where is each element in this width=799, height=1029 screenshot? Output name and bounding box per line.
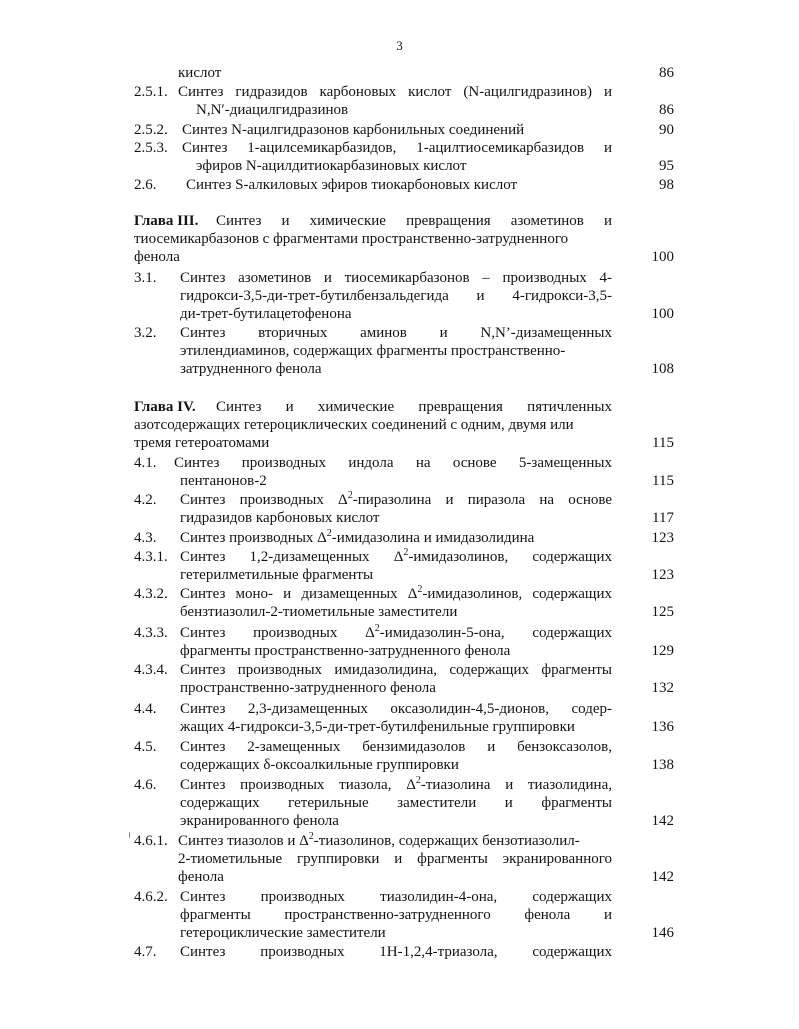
section-number: 4.1.	[134, 455, 157, 471]
toc-line	[134, 139, 612, 157]
toc-line-text: фрагменты пространственно-затрудненного фенола	[180, 643, 511, 659]
toc-line	[134, 269, 612, 287]
toc-line	[134, 832, 612, 850]
toc-line-text: этилендиаминов, содержащих фрагменты пространственно-	[180, 343, 566, 359]
toc-line	[134, 548, 612, 566]
toc-page-number: 123	[651, 530, 674, 546]
toc-line-text: фрагменты пространственно-затрудненного фенола и	[180, 907, 612, 923]
toc-line-text: пространственно-затрудненного фенола	[180, 680, 436, 696]
toc-page-number: 100	[651, 306, 674, 322]
toc-line-text: азотсодержащих гетероциклических соединений с одним, двумя или	[134, 417, 574, 433]
toc-entry	[134, 454, 674, 490]
toc-line-text: тремя гетероатомами	[134, 435, 270, 451]
toc-line-text: Синтез производных тиазолидин-4-она, содержащих	[180, 889, 612, 905]
section-number: 4.3.	[134, 530, 157, 546]
toc-page-number: 123	[651, 567, 674, 583]
toc-line-text: жащих 4-гидрокси-3,5-ди-трет-бутилфенильные группировки	[180, 719, 575, 735]
toc-page-number: 129	[651, 643, 674, 659]
section-number: 4.3.3.	[134, 625, 168, 641]
toc-line	[134, 434, 674, 452]
toc-line-text: эфиров N-ацилдитиокарбазиновых кислот	[196, 158, 467, 174]
section-number: 2.5.1.	[134, 84, 168, 100]
toc-entry	[134, 584, 674, 621]
toc-line	[134, 812, 674, 830]
toc-line	[134, 924, 674, 942]
toc-entry	[134, 775, 674, 830]
toc-line-text: N,N′-диацилгидразинов	[196, 102, 349, 118]
toc-entry	[134, 661, 674, 697]
toc-page-number: 115	[652, 473, 674, 489]
section-number: 2.5.3.	[134, 140, 168, 156]
toc-entry	[134, 83, 674, 119]
toc-line-text: фенола	[178, 869, 224, 885]
toc-entry	[134, 943, 612, 961]
toc-line	[134, 454, 612, 472]
toc-page-number: 132	[651, 680, 674, 696]
toc-line-text: кислот	[178, 65, 222, 81]
toc-line-text: затрудненного фенола	[180, 361, 322, 377]
toc-line-text: тиосемикарбазонов с фрагментами пространственно-затрудненного	[134, 231, 569, 247]
toc-line-text: Синтез 1,2-дизамещенных $\Delta^2$-имидазолинов, содержащих	[180, 547, 612, 565]
toc-page-number: 117	[652, 510, 674, 526]
toc-line	[134, 718, 674, 736]
toc-line	[134, 700, 612, 718]
toc-line	[134, 603, 674, 621]
toc-line-text: Синтез и химические превращения азометинов и	[216, 213, 612, 229]
toc-line	[134, 509, 674, 527]
toc-line	[134, 756, 674, 774]
toc-line-text: экранированного фенола	[180, 813, 339, 829]
toc-line	[134, 585, 612, 603]
toc-line	[134, 566, 674, 584]
section-number: 4.3.2.	[134, 586, 168, 602]
toc-line-text: пентанонов-2	[180, 473, 267, 489]
toc-line-text: Синтез азометинов и тиосемикарбазонов – производных 4-	[180, 270, 612, 286]
toc-line	[134, 212, 612, 230]
toc-line	[134, 472, 674, 490]
toc-line-text: 2-тиометильные группировки и фрагменты экранированного	[178, 851, 612, 867]
toc-entry	[134, 528, 674, 547]
toc-page-number: 142	[651, 813, 674, 829]
toc-line-text: Синтез производных имидазолидина, содержащих фрагменты	[180, 662, 612, 678]
toc-line	[134, 868, 674, 886]
toc-line-text: Синтез производных индола на основе 5-замещенных	[174, 455, 612, 471]
toc-page-number: 86	[659, 102, 674, 118]
toc-line-text: Синтез и химические превращения пятичленных	[216, 399, 612, 415]
section-number: 4.3.4.	[134, 662, 168, 678]
toc-line-text: Синтез моно- и дизамещенных $\Delta^2$-имидазолинов, содержащих	[180, 584, 612, 602]
toc-line-text: Синтез тиазолов и $\Delta^2$-тиазолинов, содержащих бензотиазолил-	[178, 831, 580, 849]
section-number: 4.7.	[134, 944, 157, 960]
toc-entry	[134, 738, 674, 774]
toc-line-text: Синтез производных $\Delta^2$-пиразолина и пиразола на основе	[180, 490, 613, 508]
toc-line	[134, 943, 612, 961]
section-number: 4.2.	[134, 492, 157, 508]
toc-line	[134, 64, 674, 82]
toc-line-text: содержащих δ-оксоалкильные группировки	[180, 757, 459, 773]
toc-line	[134, 342, 612, 360]
toc-page-number: 95	[659, 158, 674, 174]
toc-line	[134, 528, 674, 547]
toc-entry	[134, 490, 674, 527]
toc-page-number: 125	[651, 604, 674, 620]
toc-line	[134, 642, 674, 660]
toc-line-text: Синтез производных $\Delta^2$-имидазолина и имидазолидина	[180, 528, 535, 546]
section-number: 2.5.2.	[134, 122, 168, 138]
toc-line	[134, 679, 674, 697]
section-number: 4.4.	[134, 701, 157, 717]
toc-line	[134, 248, 674, 266]
toc-line	[134, 101, 674, 119]
toc-line-text: Синтез N-ацилгидразонов карбонильных соединений	[182, 122, 525, 138]
toc-chapter-heading	[134, 212, 674, 266]
toc-line	[134, 157, 674, 175]
toc-line	[134, 661, 612, 679]
section-number: 3.1.	[134, 270, 157, 286]
toc-line	[134, 738, 612, 756]
toc-line-text: гидразидов карбоновых кислот	[180, 510, 380, 526]
toc-line	[134, 121, 674, 139]
toc-line-text: Синтез 1-ацилсемикарбазидов, 1-ацилтиосемикарбазидов и	[182, 140, 612, 156]
toc-page-number: 138	[651, 757, 674, 773]
page-number: 3	[396, 38, 403, 53]
section-number: 4.3.1.	[134, 549, 168, 565]
section-number: 4.6.2.	[134, 889, 168, 905]
toc-entry	[134, 888, 674, 942]
toc-line	[134, 176, 674, 194]
toc-line-text: гидрокси-3,5-ди-трет-бутилбензальдегида и 4-гидрокси-3,5-	[180, 288, 612, 304]
toc-entry	[134, 269, 674, 323]
toc-page-number: 90	[659, 122, 674, 138]
toc-line-text: Синтез S-алкиловых эфиров тиокарбоновых кислот	[186, 177, 518, 193]
toc-line	[134, 850, 612, 868]
toc-line-text: гетероциклические заместители	[180, 925, 386, 941]
toc-chapter-heading	[134, 398, 674, 452]
toc-page-number: 115	[652, 435, 674, 451]
toc-line-text: ди-трет-бутилацетофенона	[180, 306, 352, 322]
chapter-label: Глава IV.	[134, 399, 196, 415]
toc-line-text: Синтез производных $\Delta^2-имидазолин-5$-она, содержащих	[180, 623, 612, 641]
toc-line	[134, 305, 674, 323]
toc-line	[134, 906, 612, 924]
section-number: 4.6.	[134, 777, 157, 793]
toc-line	[134, 287, 612, 305]
toc-page-number: 86	[659, 65, 674, 81]
toc-entry	[134, 176, 674, 194]
toc-entry	[134, 121, 674, 139]
toc-entry	[134, 64, 674, 82]
toc-entry	[134, 623, 674, 660]
toc-page-number: 136	[651, 719, 674, 735]
toc-page-number: 108	[651, 361, 674, 377]
toc-entry	[134, 324, 674, 378]
toc-line	[134, 324, 612, 342]
toc-line	[134, 83, 612, 101]
toc-line	[134, 491, 612, 509]
scan-edge	[793, 120, 794, 1020]
toc-page-number: 142	[651, 869, 674, 885]
toc-line-text: Синтез 2-замещенных бензимидазолов и бензоксазолов,	[180, 739, 612, 755]
toc-line	[134, 776, 612, 794]
toc-line	[134, 416, 612, 434]
toc-entry	[134, 700, 674, 736]
toc-entry	[134, 547, 674, 584]
toc-entry	[134, 831, 674, 886]
toc-page-number: 98	[659, 177, 674, 193]
margin-mark	[129, 832, 133, 838]
section-number: 3.2.	[134, 325, 157, 341]
toc-page-number: 100	[651, 249, 674, 265]
toc-line-text: Синтез производных тиазола, $\Delta^2$-тиазолина и тиазолидина,	[180, 775, 612, 793]
toc-line	[134, 398, 612, 416]
toc-line-text: фенола	[134, 249, 180, 265]
toc-line	[134, 794, 612, 812]
toc-line	[134, 230, 612, 248]
chapter-label: Глава III.	[134, 213, 199, 229]
toc-line	[134, 360, 674, 378]
toc-page-number: 146	[651, 925, 674, 941]
toc-line-text: Синтез производных 1H-1,2,4-триазола, содержащих	[180, 944, 612, 960]
toc-line-text: Синтез гидразидов карбоновых кислот (N-ацилгидразинов) и	[178, 84, 612, 100]
toc-line-text: Синтез вторичных аминов и N,N’-дизамещенных	[180, 325, 612, 341]
toc-line-text: содержащих гетерильные заместители и фрагменты	[180, 795, 612, 811]
toc-entry	[134, 139, 674, 175]
toc-line-text: Синтез 2,3-дизамещенных оксазолидин-4,5-дионов, содер-	[180, 701, 612, 717]
section-number: 4.6.1.	[134, 833, 168, 849]
toc-line	[134, 888, 612, 906]
toc-line-text: бензтиазолил-2-тиометильные заместители	[180, 604, 458, 620]
section-number: 4.5.	[134, 739, 157, 755]
section-number: 2.6.	[134, 177, 157, 193]
toc-line-text: гетерилметильные фрагменты	[180, 567, 374, 583]
toc-line	[134, 624, 612, 642]
